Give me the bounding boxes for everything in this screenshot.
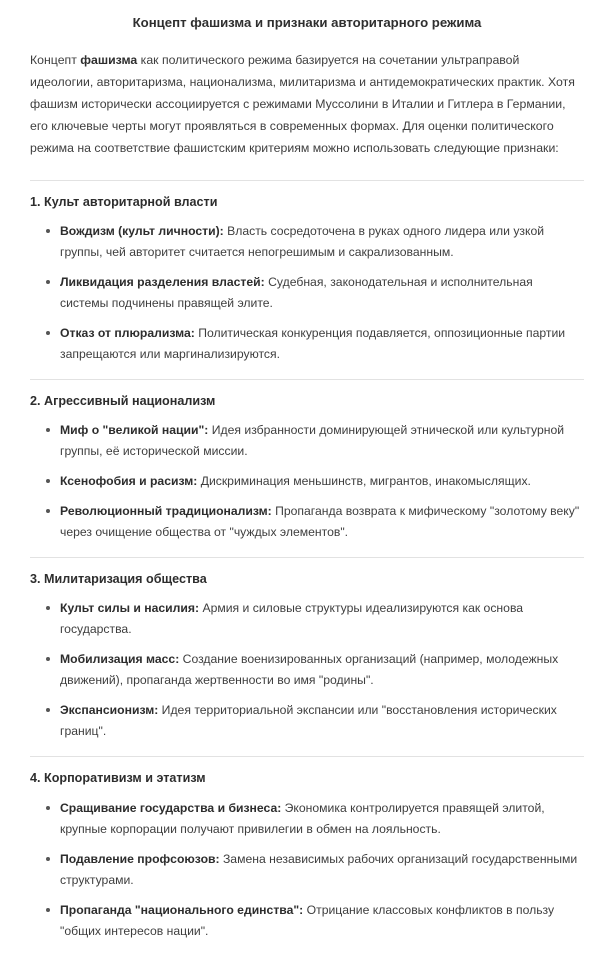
list-item (46, 420, 584, 462)
list-item-text: Создание военизированных организаций (например, молодежных движений), пропаганда жертвенности во имя "родины". (60, 652, 559, 688)
list-item (46, 471, 584, 492)
intro-text-part-2: как политического режима базируется на сочетании ультраправой идеологии, авторитаризма, национализма, милитаризма и антидемократических практик. Хотя фашизм исторически ассоциируется с режимами Муссолини в Италии и Гитлера в Германии, его ключевые черты могут проявляться в современных формах. Для оценки политического режима на соответствие фашистским критериям можно использовать следующие признаки: (30, 53, 575, 155)
list-item-lead: Миф о "великой нации": (60, 423, 209, 438)
list-item (46, 649, 584, 691)
section-1 (30, 180, 584, 365)
section-1-heading: 1. Культ авторитарной власти (30, 194, 218, 209)
list-item-lead: Революционный традиционализм: (60, 504, 272, 519)
list-item (46, 598, 584, 640)
section-divider (30, 756, 584, 757)
section-2-list (30, 420, 584, 543)
section-3-list (30, 598, 584, 742)
list-item-text: Армия и силовые структуры идеализируются как основа государства. (60, 601, 524, 637)
section-4-heading: 4. Корпоративизм и этатизм (30, 771, 206, 786)
list-item-lead: Отказ от плюрализма: (60, 326, 195, 341)
list-item-text: Идея избранности доминирующей этнической или культурной группы, её исторической миссии. (60, 423, 565, 459)
list-item (46, 323, 584, 365)
list-item-text: Отрицание классовых конфликтов в пользу "общих интересов нации". (60, 902, 555, 938)
list-item (46, 798, 584, 840)
list-item-text: Политическая конкуренция подавляется, оппозиционные партии запрещаются или маргинализируются. (60, 326, 566, 362)
list-item-lead: Экспансионизм: (60, 703, 159, 718)
page-title: Концепт фашизма и признаки авторитарного режима (132, 15, 482, 30)
intro-bold-term: фашизма (80, 53, 138, 68)
section-divider (30, 557, 584, 558)
section-4 (30, 756, 584, 941)
list-item-lead: Мобилизация масс: (60, 652, 180, 667)
section-4-list (30, 798, 584, 942)
intro-text-part-1: Концепт (30, 53, 81, 68)
list-item-lead: Ликвидация разделения властей: (60, 275, 265, 290)
list-item-text: Замена независимых рабочих организаций государственными структурами. (60, 851, 578, 887)
list-item (46, 272, 584, 314)
list-item (46, 221, 584, 263)
list-item-text: Идея территориальной экспансии или "восстановления исторических границ". (60, 703, 557, 739)
list-item-lead: Пропаганда "национального единства": (60, 902, 304, 917)
section-2-heading: 2. Агрессивный национализм (30, 394, 216, 409)
list-item-lead: Сращивание государства и бизнеса: (60, 800, 282, 815)
section-divider (30, 379, 584, 380)
list-item (46, 501, 584, 543)
list-item-lead: Ксенофобия и расизм: (60, 474, 198, 489)
list-item-lead: Подавление профсоюзов: (60, 851, 220, 866)
list-item-lead: Вождизм (культ личности): (60, 224, 224, 239)
section-3 (30, 557, 584, 742)
list-item-lead: Культ силы и насилия: (60, 601, 200, 616)
list-item (46, 700, 584, 742)
list-item-text: Судебная, законодательная и исполнительная системы подчинены правящей элите. (60, 275, 533, 311)
intro-paragraph (30, 50, 584, 159)
section-divider (30, 180, 584, 181)
list-item (46, 849, 584, 891)
list-item-text: Власть сосредоточена в руках одного лидера или узкой группы, чей авторитет считается непогрешимым и сакрализованным. (60, 224, 545, 260)
list-item-text: Пропаганда возврата к мифическому "золотому веку" через очищение общества от "чуждых элементов". (60, 504, 580, 540)
section-2 (30, 379, 584, 543)
section-1-list (30, 221, 584, 365)
list-item-text: Экономика контролируется правящей элитой, крупные корпорации получают привилегии в обмен на лояльность. (60, 800, 545, 836)
section-3-heading: 3. Милитаризация общества (30, 572, 207, 587)
list-item (46, 900, 584, 942)
list-item-text: Дискриминация меньшинств, мигрантов, инакомыслящих. (197, 474, 531, 489)
